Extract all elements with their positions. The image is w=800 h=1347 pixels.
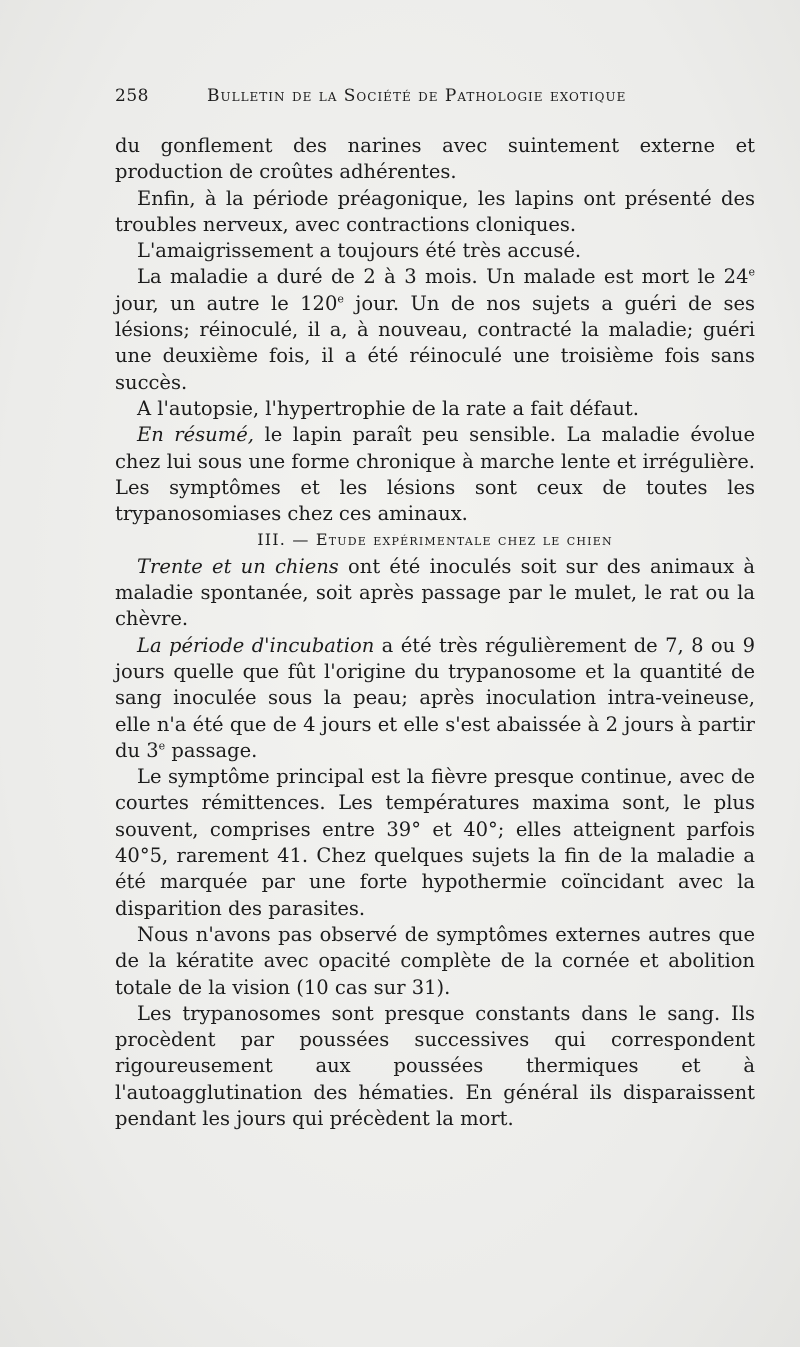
paragraph: Les trypanosomes sont presque constants dans le sang. Ils procèdent par poussées successives qui correspondent rigoureusement aux poussées thermiques et à l'autoagglutination des hématies. En général ils disparaissent pendant les jours qui précèdent la mort.: [115, 1001, 755, 1130]
paragraph: [115, 422, 755, 527]
paragraph-text: La maladie a duré de 2 à 3 mois. Un malade est mort le 24: [137, 265, 749, 289]
running-title: Bulletin de la Société de Pathologie exotique: [207, 86, 627, 106]
paragraph-text: a été très régulièrement de 7, 8 ou 9 jours quelle que fût l'origine du trypanosome et la quantité de sang inoculée sous la peau; après inoculation intra-veineuse, elle n'a été que de 4 jours et elle s'est abaissée à 2 jours à partir du 3: [115, 633, 755, 762]
paragraph: L'amaigrissement a toujours été très accusé.: [137, 239, 582, 263]
section-title: Etude expérimentale chez le chien: [315, 530, 613, 550]
paragraph: Nous n'avons pas observé de symptômes externes autres que de la kératite avec opacité complète de la cornée et abolition totale de la vision (10 cas sur 31).: [115, 922, 755, 999]
paragraph: A l'autopsie, l'hypertrophie de la rate a fait défaut.: [137, 396, 639, 420]
paragraph: [115, 554, 755, 633]
body-text: [115, 133, 755, 1132]
paragraph-text: jour. Un de nos sujets a guéri de ses lésions; réinoculé, il a, à nouveau, contracté la maladie; guéri une deuxième fois, il a été réinoculé une troisième fois sans succès.: [115, 291, 755, 394]
superscript: e: [158, 739, 166, 753]
running-header: [115, 86, 755, 116]
paragraph: [115, 633, 755, 764]
italic-phrase: En résumé,: [137, 423, 254, 447]
paragraph-text: jour, un autre le 120: [115, 291, 338, 315]
paragraph: Le symptôme principal est la fièvre presque continue, avec de courtes rémittences. Les températures maxima sont, le plus souvent, comprises entre 39° et 40°; elles atteignent parfois 40°5, rarement 41. Chez quelques sujets la fin de la maladie a été marquée par une forte hypothermie coïncidant avec la disparition des parasites.: [115, 765, 755, 920]
page-number: 258: [115, 86, 149, 106]
section-numeral: III. —: [257, 530, 310, 550]
italic-phrase: La période d'incubation: [137, 633, 375, 657]
paragraph: Enfin, à la période préagonique, les lapins ont présenté des troubles nerveux, avec contractions cloniques.: [115, 186, 755, 236]
paragraph-text: passage.: [165, 738, 258, 762]
italic-phrase: Trente et un chiens: [137, 554, 339, 578]
superscript: e: [337, 292, 344, 306]
superscript: e: [748, 265, 755, 279]
paragraph: du gonflement des narines avec suintement externe et production de croûtes adhérentes.: [115, 134, 755, 184]
paragraph-text: le lapin paraît peu sensible. La maladie évolue chez lui sous une forme chronique à marche lente et irrégulière. Les symptômes et les lésions sont ceux de toutes les trypanosomiases chez ces aminaux.: [115, 423, 755, 526]
paragraph-text: ont été inoculés soit sur des animaux à maladie spontanée, soit après passage par le mulet, le rat ou la chèvre.: [115, 554, 755, 631]
section-heading: [115, 527, 755, 553]
paragraph: [115, 264, 755, 395]
